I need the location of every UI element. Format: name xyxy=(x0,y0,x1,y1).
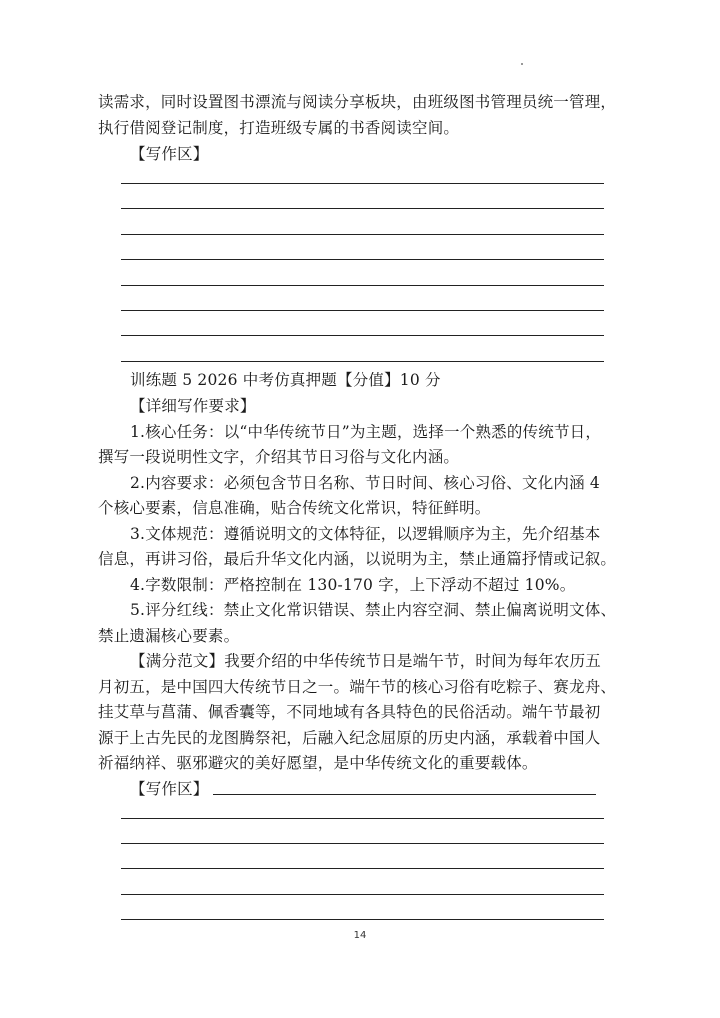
writing-area-label: 【写作区】 xyxy=(130,145,209,163)
requirement-line: 2.内容要求：必须包含节日名称、节日时间、核心习俗、文化内涵 4 xyxy=(130,474,600,492)
writing-line[interactable] xyxy=(213,794,596,795)
paragraph-line: 执行借阅登记制度，打造班级专属的书香阅读空间。 xyxy=(98,119,460,137)
writing-line[interactable] xyxy=(121,183,604,184)
scan-speck xyxy=(521,63,523,65)
requirement-line: 撰写一段说明性文字，介绍其节日习俗与文化内涵。 xyxy=(98,448,460,466)
writing-line[interactable] xyxy=(121,843,604,844)
requirement-line: 信息，再讲习俗，最后升华文化内涵，以说明为主，禁止通篇抒情或记叙。 xyxy=(98,550,617,568)
writing-area-label: 【写作区】 xyxy=(130,780,209,798)
model-essay-line: 挂艾草与菖蒲、佩香囊等，不同地域有各具特色的民俗活动。端午节最初 xyxy=(98,703,601,721)
page-number: 14 xyxy=(353,930,367,941)
writing-line[interactable] xyxy=(121,259,604,260)
writing-line[interactable] xyxy=(121,335,604,336)
writing-line[interactable] xyxy=(121,310,604,311)
requirement-line: 5.评分红线：禁止文化常识错误、禁止内容空洞、禁止偏离说明文体、 xyxy=(130,601,617,619)
requirement-line: 1.核心任务：以“中华传统节日”为主题，选择一个熟悉的传统节日， xyxy=(130,423,602,441)
model-essay-line: 【满分范文】我要介绍的中华传统节日是端午节，时间为每年农历五 xyxy=(130,652,602,670)
writing-line[interactable] xyxy=(121,818,604,819)
requirement-line: 个核心要素，信息准确，贴合传统文化常识，特征鲜明。 xyxy=(98,499,491,517)
writing-line[interactable] xyxy=(121,894,604,895)
model-essay-line: 源于上古先民的龙图腾祭祀，后融入纪念屈原的历史内涵，承载着中国人 xyxy=(98,729,601,747)
writing-line[interactable] xyxy=(121,234,604,235)
requirement-line: 禁止遗漏核心要素。 xyxy=(98,627,240,645)
writing-line[interactable] xyxy=(121,285,604,286)
requirement-line: 4.字数限制：严格控制在 130-170 字，上下浮动不超过 10%。 xyxy=(130,576,576,594)
paragraph-line: 读需求，同时设置图书漂流与阅读分享板块，由班级图书管理员统一管理， xyxy=(98,93,617,111)
writing-line[interactable] xyxy=(121,919,604,920)
writing-line[interactable] xyxy=(121,361,604,362)
requirement-line: 3.文体规范：遵循说明文的文体特征，以逻辑顺序为主，先介绍基本 xyxy=(130,525,601,543)
writing-line[interactable] xyxy=(121,208,604,209)
writing-line[interactable] xyxy=(121,868,604,869)
requirements-heading: 【详细写作要求】 xyxy=(130,397,256,415)
model-essay-line: 祈福纳祥、驱邪避灾的美好愿望，是中华传统文化的重要载体。 xyxy=(98,754,538,772)
exercise-title: 训练题 5 2026 中考仿真押题【分值】10 分 xyxy=(130,371,441,389)
model-essay-line: 月初五，是中国四大传统节日之一。端午节的核心习俗有吃粽子、赛龙舟、 xyxy=(98,678,617,696)
